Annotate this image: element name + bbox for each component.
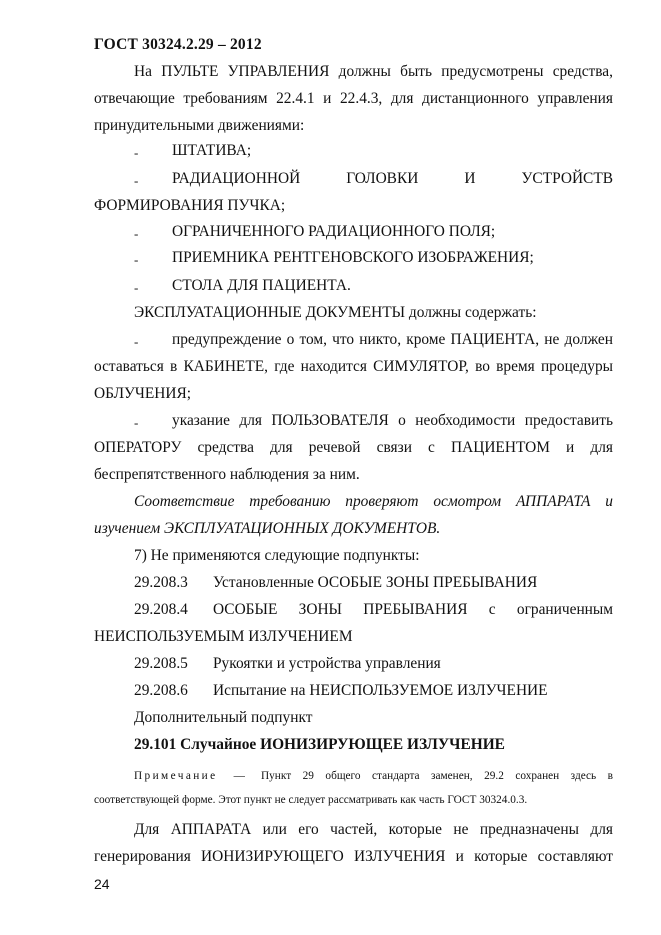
note-line-1 [134,766,613,786]
not-applied-lead: 7) Не применяются следующие подпункты: [134,547,420,564]
warning-2-line-1: указание для ПОЛЬЗОВАТЕЛЯ о необходимости предоставить [172,412,613,429]
list-item-2-cont: ФОРМИРОВАНИЯ ПУЧКА; [94,197,286,214]
list-dash: - [134,415,139,430]
page-number: 24 [94,876,110,892]
note-text: Пункт 29 общего стандарта заменен, 29.2 сохранен здесь в [261,770,613,782]
section-title: 29.101 Случайное ИОНИЗИРУЮЩЕЕ ИЗЛУЧЕНИЕ [134,736,505,753]
warning-1-line-3: ОБЛУЧЕНИЯ; [94,385,192,402]
subclause-number: 29.208.3 [134,574,188,591]
intro-line-1: На ПУЛЬТЕ УПРАВЛЕНИЯ должны быть предусмотрены средства, [134,63,613,80]
note-line-2: соответствующей форме. Этот пункт не следует рассматривать как часть ГОСТ 30324.0.3. [94,794,528,806]
subclause-number: 29.208.4 [134,601,188,618]
subclause-title: ОСОБЫЕ ЗОНЫ ПРЕБЫВАНИЯ с ограниченным [213,601,613,618]
document-header: ГОСТ 30324.2.29 – 2012 [94,36,262,53]
warning-1-line-2: оставаться в КАБИНЕТЕ, где находится СИМУЛЯТОР, во время процедуры [94,358,613,375]
docs-lead: ЭКСПЛУАТАЦИОННЫЕ ДОКУМЕНТЫ должны содержать: [134,304,537,321]
list-item-3: ОГРАНИЧЕННОГО РАДИАЦИОННОГО ПОЛЯ; [172,223,496,240]
final-line-1: Для АППАРАТА или его частей, которые не предназначены для [134,821,613,838]
subclause-title: Испытание на НЕИСПОЛЬЗУЕМОЕ ИЗЛУЧЕНИЕ [213,682,548,699]
subclause-title: Установленные ОСОБЫЕ ЗОНЫ ПРЕБЫВАНИЯ [213,574,538,591]
note-label: Примечание [134,770,218,782]
subclause-number: 29.208.5 [134,655,188,672]
subclause-title-cont: НЕИСПОЛЬЗУЕМЫМ ИЗЛУЧЕНИЕМ [94,628,353,645]
warning-2-line-2: ОПЕРАТОРУ средства для речевой связи с ПАЦИЕНТОМ и для [94,439,613,456]
list-dash: - [134,226,139,241]
list-item-5: СТОЛА ДЛЯ ПАЦИЕНТА. [172,277,351,294]
intro-line-3: принудительными движениями: [94,117,305,134]
final-line-2: генерирования ИОНИЗИРУЮЩЕГО ИЗЛУЧЕНИЯ и которые составляют [94,848,613,865]
compliance-line-2: изучением ЭКСПЛУАТАЦИОННЫХ ДОКУМЕНТОВ. [94,520,441,537]
warning-1-line-1: предупреждение о том, что никто, кроме ПАЦИЕНТА, не должен [172,331,613,348]
warning-2-line-3: беспрепятственного наблюдения за ним. [94,466,360,483]
note-dash: — [233,770,245,782]
additional-subclause-label: Дополнительный подпункт [134,709,313,726]
list-dash: - [134,145,139,160]
subclause-title: Рукоятки и устройства управления [213,655,441,672]
list-dash: - [134,173,139,188]
intro-line-2: отвечающие требованиям 22.4.1 и 22.4.3, для дистанционного управления [94,90,613,107]
subclause-number: 29.208.6 [134,682,188,699]
list-dash: - [134,252,139,267]
list-item-4: ПРИЕМНИКА РЕНТГЕНОВСКОГО ИЗОБРАЖЕНИЯ; [172,249,534,266]
list-item-2: РАДИАЦИОННОЙ ГОЛОВКИ И УСТРОЙСТВ [172,170,613,187]
list-item-1: ШТАТИВА; [172,142,252,159]
list-dash: - [134,280,139,295]
compliance-line-1: Соответствие требованию проверяют осмотром АППАРАТА и [134,493,613,510]
list-dash: - [134,334,139,349]
